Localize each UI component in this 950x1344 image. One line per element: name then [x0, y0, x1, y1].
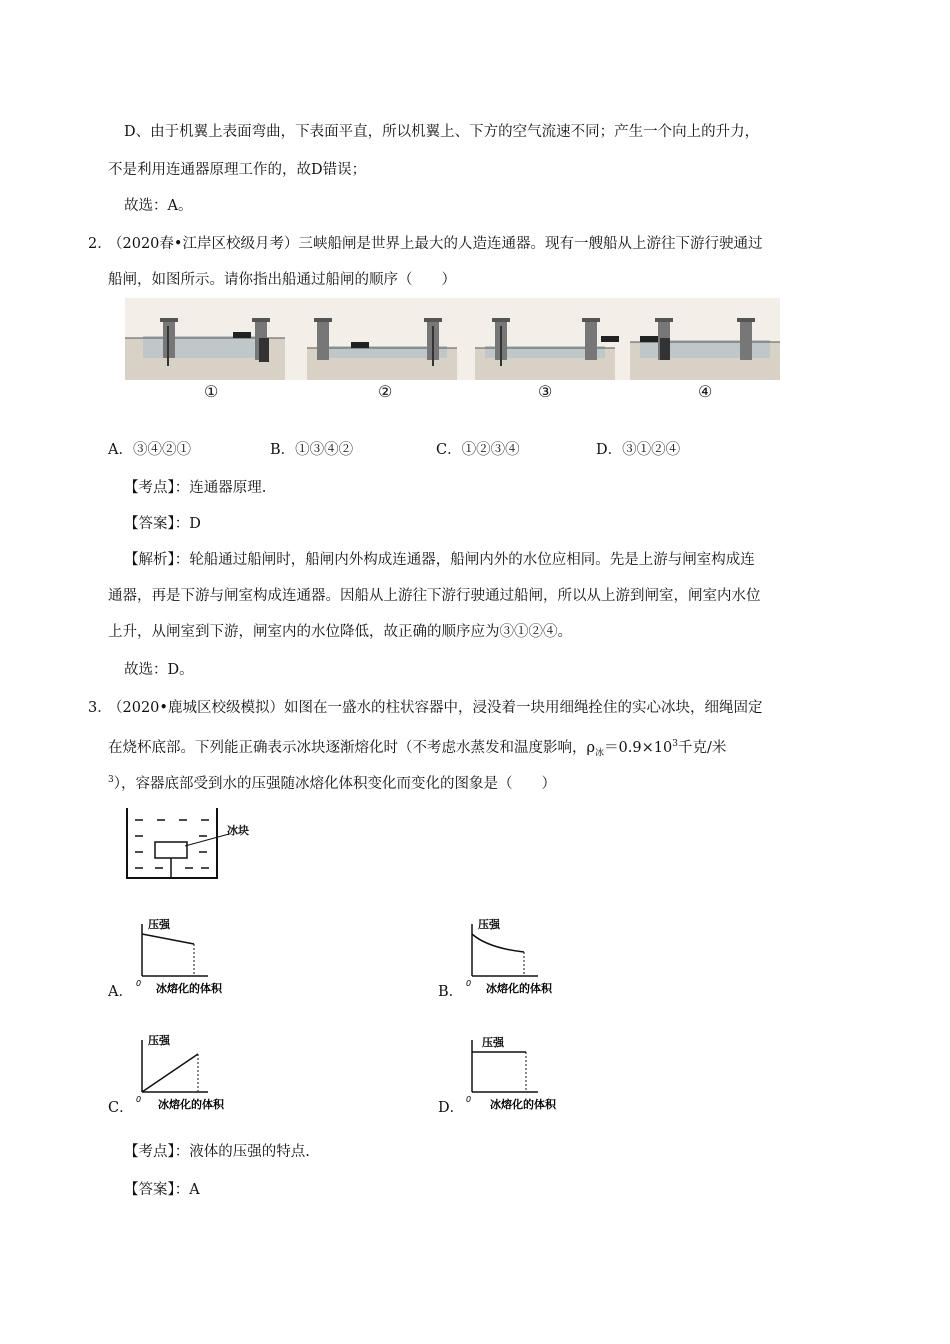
q2-kaodian [124, 478, 266, 498]
graph-c-letter: C． [108, 1100, 134, 1116]
ice-label: 冰块 [227, 824, 249, 837]
ice-block [155, 842, 187, 858]
q1-option-d-line2: 不是利用连通器原理工作的，故D错误； [108, 162, 367, 178]
ship-lock-figure [125, 298, 780, 380]
graph-d [458, 1030, 588, 1112]
lock-panel-1 [125, 318, 285, 380]
graph-a-letter: A． [108, 984, 133, 1000]
q2-analysis-line1: ：轮船通过船闸时，船闸内外构成连通器，船闸内外的水位应相同。先是上游与闸室构成连 [174, 552, 755, 568]
q2-analysis-label: 【解析】 [124, 552, 175, 568]
lock-panel-3 [475, 318, 619, 380]
graph-b-origin: 0 [466, 979, 472, 988]
graph-d-letter: D． [438, 1100, 465, 1116]
q3-stem-line2 [108, 734, 726, 764]
curve-b [472, 934, 524, 952]
figure-label-2: ② [378, 382, 393, 401]
curve-a [142, 934, 194, 944]
q2-stem-line1: （2020春•江岸区校级月考）三峡船闸是世界上最大的人造连通器。现有一艘船从上游往下游行驶通过 [108, 236, 763, 252]
q2-option-d: D．③①②④ [596, 442, 681, 458]
q2-option-b: B．①③④② [270, 442, 354, 458]
q3-stem-line2-a: 在烧杯底部。下列能正确表示冰块逐渐熔化时（不考虑水蒸发和温度影响，ρ [108, 739, 596, 756]
q3-answer-label: 【答案】 [124, 1182, 175, 1198]
q2-answer [124, 514, 201, 534]
graph-b-ylabel: 压强 [478, 918, 500, 931]
q2-option-a: A．③④②① [108, 442, 191, 458]
container-diagram [125, 806, 275, 882]
graph-c-xlabel: 冰熔化的体积 [158, 1098, 224, 1111]
graph-d-origin: 0 [466, 1095, 472, 1104]
q2-option-c: C．①②③④ [436, 442, 520, 458]
q2-analysis-line2: 通器，再是下游与闸室构成连通器。因船从上游往下游行驶通过船闸，所以从上游到闸室，闸室内水位 [108, 588, 761, 604]
q2-kaodian-label: 【考点】 [124, 480, 175, 496]
graph-d-ylabel: 压强 [482, 1036, 504, 1049]
q3-kaodian [124, 1142, 310, 1162]
q3-stem-line2-c: 千克/米 [677, 739, 727, 756]
graph-a-xlabel: 冰熔化的体积 [156, 982, 222, 995]
q2-answer-label: 【答案】 [124, 516, 175, 532]
q2-choice: 故选：D。 [124, 662, 194, 678]
q1-option-d-line1: D、由于机翼上表面弯曲，下表面平直，所以机翼上、下方的空气流速不同；产生一个向上的升力， [124, 124, 760, 140]
q2-number: 2． [88, 236, 112, 252]
q3-stem-line1: （2020•鹿城区校级模拟）如图在一盛水的柱状容器中，浸没着一块用细绳拴住的实心冰块，细绳固定 [108, 700, 763, 716]
q2-stem-line2: 船闸，如图所示。请你指出船通过船闸的顺序（ ） [108, 272, 456, 288]
graph-d-xlabel: 冰熔化的体积 [490, 1098, 556, 1111]
graph-b [458, 914, 588, 996]
exponent-line3: 3 [108, 775, 114, 785]
graph-b-letter: B． [438, 984, 464, 1000]
figure-label-4: ④ [698, 382, 713, 401]
q1-choice: 故选：A。 [124, 198, 193, 214]
graph-a-origin: 0 [136, 979, 142, 988]
q3-answer-text: ：A [174, 1182, 200, 1198]
q2-answer-text: ：D [174, 516, 201, 532]
q3-kaodian-label: 【考点】 [124, 1144, 175, 1160]
lock-panel-2 [307, 318, 457, 380]
rho-subscript: 冰 [595, 748, 605, 759]
curve-c [142, 1054, 198, 1092]
q3-stem-line3 [108, 770, 556, 794]
exponent: 3 [672, 739, 678, 749]
graph-a-ylabel: 压强 [148, 918, 170, 931]
q3-kaodian-text: ：液体的压强的特点. [174, 1144, 310, 1160]
q3-stem-line3-text: ），容器底部受到水的压强随冰熔化体积变化而变化的图象是（ ） [113, 775, 556, 792]
q3-answer [124, 1180, 200, 1200]
q2-analysis-1 [124, 550, 755, 570]
figure-label-3: ③ [538, 382, 553, 401]
graph-c-origin: 0 [136, 1095, 142, 1104]
figure-label-1: ① [204, 382, 219, 401]
q2-analysis-line3: 上升，从闸室到下游，闸室内的水位降低，故正确的顺序应为③①②④。 [108, 624, 572, 640]
q3-stem-line2-b: ＝0.9×10 [604, 739, 673, 756]
graph-a [128, 914, 258, 996]
graph-c [128, 1030, 258, 1112]
graph-b-xlabel: 冰熔化的体积 [486, 982, 552, 995]
q3-number: 3． [88, 700, 112, 716]
graph-c-ylabel: 压强 [148, 1034, 170, 1047]
lock-panel-4 [630, 318, 780, 380]
q2-kaodian-text: ：连通器原理. [174, 480, 267, 496]
